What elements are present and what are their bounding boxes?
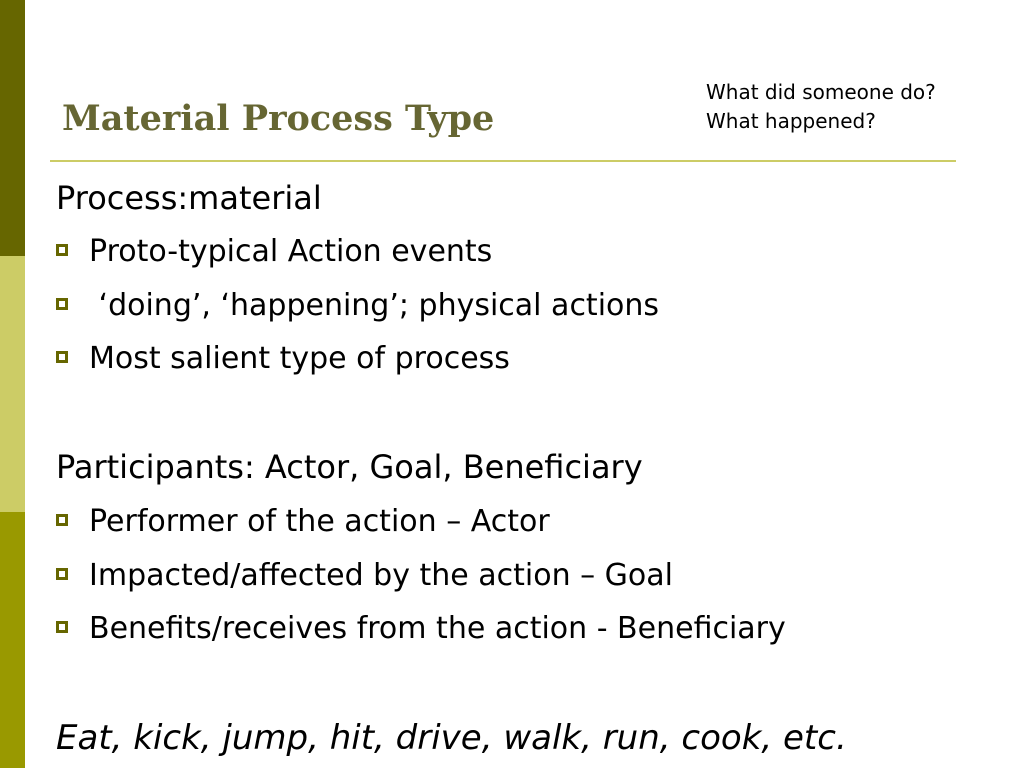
hollow-square-icon bbox=[56, 621, 68, 633]
hollow-square-icon bbox=[56, 351, 68, 363]
process-bullet-2 bbox=[56, 287, 659, 325]
side-bar-top bbox=[0, 0, 25, 256]
participants-bullet-3 bbox=[56, 610, 786, 648]
corner-note-line-1: What did someone do? bbox=[706, 80, 936, 104]
bullet-text: ‘doing’, ‘happening’; physical actions bbox=[89, 288, 660, 323]
hollow-square-icon bbox=[56, 514, 68, 526]
bullet-text: Proto-typical Action events bbox=[89, 234, 493, 269]
bullet-text: Impacted/affected by the action – Goal bbox=[89, 558, 674, 593]
bullet-text: Benefits/receives from the action - Beneficiary bbox=[89, 611, 786, 646]
title-divider bbox=[50, 160, 956, 162]
side-bar-middle bbox=[0, 256, 25, 512]
corner-note bbox=[706, 78, 936, 136]
examples-line: Eat, kick, jump, hit, drive, walk, run, cook, etc. bbox=[56, 718, 847, 758]
participants-bullet-2 bbox=[56, 557, 673, 595]
participants-bullet-1 bbox=[56, 503, 550, 541]
hollow-square-icon bbox=[56, 244, 68, 256]
process-bullet-3 bbox=[56, 340, 510, 378]
corner-note-line-2: What happened? bbox=[706, 109, 876, 133]
participants-heading: Participants: Actor, Goal, Beneficiary bbox=[56, 448, 643, 486]
slide-title: Material Process Type bbox=[62, 98, 495, 139]
bullet-text: Performer of the action – Actor bbox=[89, 504, 550, 539]
hollow-square-icon bbox=[56, 568, 68, 580]
bullet-text: Most salient type of process bbox=[89, 341, 510, 376]
hollow-square-icon bbox=[56, 298, 68, 310]
process-bullet-1 bbox=[56, 233, 492, 271]
side-bar-bottom bbox=[0, 512, 25, 768]
process-heading: Process:material bbox=[56, 179, 322, 217]
